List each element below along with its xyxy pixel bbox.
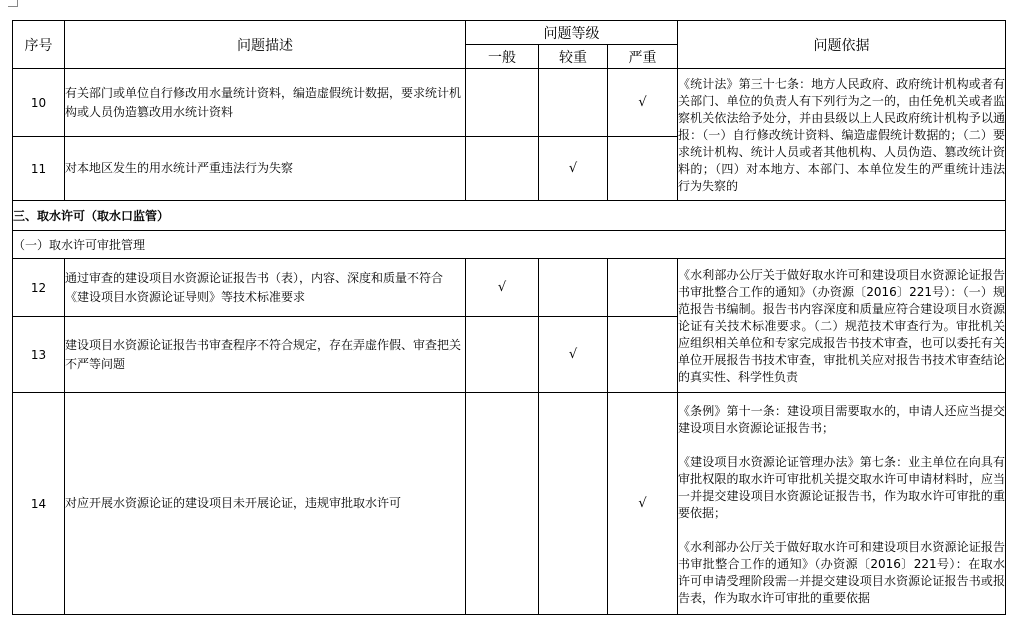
- level-general-cell: [466, 393, 539, 615]
- level-general-cell: [466, 317, 539, 393]
- level-severe-cell: [608, 137, 678, 201]
- table-row: [13, 393, 1006, 615]
- row-number: 12: [13, 259, 65, 317]
- level-serious-cell: [539, 393, 608, 615]
- page-corner-mark: [8, 0, 18, 7]
- header-level-severe: 严重: [608, 45, 678, 69]
- basis-paragraph: 《水利部办公厅关于做好取水许可和建设项目水资源论证报告书审批整合工作的通知》（办资源〔2016〕221号）：在取水许可申请受理阶段需一并提交建设项目水资源论证报告书或报告表，作为取水许可审批的重要依据: [678, 540, 1005, 605]
- row-description: 有关部门或单位自行修改用水量统计资料，编造虚假统计数据，要求统计机构或人员伪造篡改用水统计资料: [65, 69, 466, 137]
- basis-mwr-notice: 《水利部办公厅关于做好取水许可和建设项目水资源论证报告书审批整合工作的通知》（办资源〔2016〕221号）：（一）规范报告书编制。报告书内容深度和质量应符合建设项目水资源论证有关技术标准要求。（二）规范技术审查行为。审批机关应组织相关单位和专家完成报告书技术审查，也可以委托有关单位开展报告书技术审查，审批机关应对报告书技术审查结论的真实性、科学性负责: [678, 259, 1006, 393]
- header-description: 问题描述: [65, 21, 466, 69]
- basis-statistics-law: 《统计法》第三十七条：地方人民政府、政府统计机构或者有关部门、单位的负责人有下列行为之一的，由任免机关或者监察机关依法给予处分，并由县级以上人民政府统计机构予以通报：（一）自行修改统计资料、编造虚假统计数据的；（二）要求统计机构、统计人员或者其他机构、人员伪造、篡改统计资料的；（四）对本地方、本部门、本单位发生的严重统计违法行为失察的: [678, 69, 1006, 201]
- basis-paragraph: 《条例》第十一条：建设项目需要取水的，申请人还应当提交建设项目水资源论证报告书；: [678, 404, 1005, 435]
- subsection-heading: （一）取水许可审批管理: [13, 231, 1006, 259]
- level-general-cell: [466, 137, 539, 201]
- row-description: 建设项目水资源论证报告书审查程序不符合规定，存在弄虚作假、审查把关不严等问题: [65, 317, 466, 393]
- header-no: 序号: [13, 21, 65, 69]
- check-mark: √: [608, 69, 678, 137]
- row-number: 13: [13, 317, 65, 393]
- table-row: [13, 69, 1006, 137]
- row-description: 对本地区发生的用水统计严重违法行为失察: [65, 137, 466, 201]
- basis-paragraph: 《建设项目水资源论证管理办法》第七条：业主单位在向具有审批权限的取水许可审批机关提交取水许可申请材料时，应当一并提交建设项目水资源论证报告书，作为取水许可审批的重要依据；: [678, 455, 1005, 520]
- header-level-serious: 较重: [539, 45, 608, 69]
- level-serious-cell: [539, 69, 608, 137]
- check-mark: √: [539, 137, 608, 201]
- level-severe-cell: [608, 259, 678, 317]
- row-description: 通过审查的建设项目水资源论证报告书（表），内容、深度和质量不符合《建设项目水资源论证导则》等技术标准要求: [65, 259, 466, 317]
- header-basis: 问题依据: [678, 21, 1006, 69]
- level-general-cell: [466, 69, 539, 137]
- row-description: 对应开展水资源论证的建设项目未开展论证，违规审批取水许可: [65, 393, 466, 615]
- header-level-general: 一般: [466, 45, 539, 69]
- row-number: 14: [13, 393, 65, 615]
- check-mark: √: [466, 259, 539, 317]
- check-mark: √: [608, 393, 678, 615]
- problem-table: [12, 20, 1006, 615]
- section-heading: 三、取水许可（取水口监管）: [13, 201, 1006, 231]
- table-row: [13, 259, 1006, 317]
- check-mark: √: [539, 317, 608, 393]
- header-level: 问题等级: [466, 21, 678, 45]
- row-number: 10: [13, 69, 65, 137]
- row-number: 11: [13, 137, 65, 201]
- basis-regulations: [678, 393, 1006, 615]
- level-serious-cell: [539, 259, 608, 317]
- level-severe-cell: [608, 317, 678, 393]
